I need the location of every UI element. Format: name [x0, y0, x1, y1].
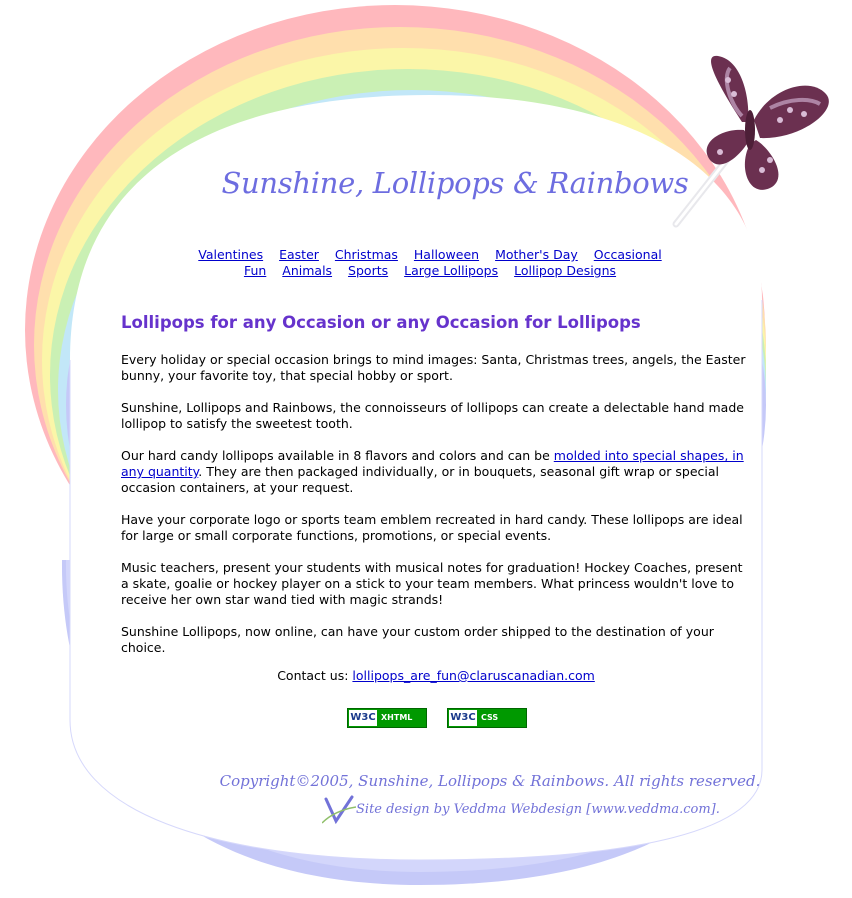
- paragraph-flavors: [121, 448, 751, 496]
- nav-link-animals[interactable]: Animals: [282, 263, 333, 278]
- paragraph-holidays: Every holiday or special occasion brings to mind images: Santa, Christmas trees, angels, the Easter bunny, your favorite toy, that special hobby or sport.: [121, 352, 746, 383]
- nav-link-occasional[interactable]: Occasional: [593, 247, 662, 262]
- site-title: Sunshine, Lollipops & Rainbows: [221, 166, 689, 200]
- nav-link-easter[interactable]: Easter: [279, 247, 319, 262]
- special-shapes-link[interactable]: molded into special shapes, in any quantity: [121, 448, 744, 479]
- paragraph-shipping: Sunshine Lollipops, now online, can have your custom order shipped to the destination of your choice.: [121, 624, 714, 655]
- nav-link-lollipop-designs[interactable]: Lollipop Designs: [514, 263, 617, 278]
- butterfly-lollipop-icon: [670, 48, 835, 233]
- nav-link-halloween[interactable]: Halloween: [413, 247, 480, 262]
- veddma-logo-icon: [322, 795, 356, 825]
- paragraph-connoisseurs: Sunshine, Lollipops and Rainbows, the connoisseurs of lollipops can create a delectable hand made lollipop to satisfy the sweetest tooth.: [121, 400, 744, 431]
- nav-link-christmas[interactable]: Christmas: [334, 247, 398, 262]
- w3c-xhtml-badge[interactable]: [347, 708, 427, 740]
- nav-link-fun[interactable]: Fun: [243, 263, 267, 278]
- contact-label: Contact us:: [277, 668, 353, 683]
- nav-link-large-lollipops[interactable]: Large Lollipops: [404, 263, 499, 278]
- paragraph-flavors-text-1: Our hard candy lollipops available in 8 flavors and colors and can be: [121, 448, 554, 463]
- css-badge-label: CSS: [481, 713, 499, 722]
- page-heading: Lollipops for any Occasion or any Occasion for Lollipops: [121, 313, 641, 332]
- contact-email-link[interactable]: lollipops_are_fun@claruscanadian.com: [352, 668, 595, 683]
- nav-link-valentines[interactable]: Valentines: [198, 247, 264, 262]
- paragraph-flavors-text-2: . They are then packaged individually, or in bouquets, seasonal gift wrap or special occasion containers, at your request.: [121, 464, 719, 495]
- w3c-css-badge[interactable]: [447, 708, 527, 728]
- paragraph-music-hockey: Music teachers, present your students with musical notes for graduation! Hockey Coaches, present a skate, goalie or hockey player on a stick to your team members. What princess wouldn't love to receive her own star wand tied with magic strands!: [121, 560, 743, 607]
- contact-line: [121, 668, 751, 684]
- validation-badges: [347, 708, 537, 740]
- site-design-credit: Site design by Veddma Webdesign [www.veddma.com].: [356, 802, 720, 817]
- main-navigation: [150, 247, 710, 279]
- nav-row-1: [150, 247, 710, 263]
- paragraph-corporate: Have your corporate logo or sports team emblem recreated in hard candy. These lollipops are ideal for large or small corporate functions, promotions, or special events.: [121, 512, 743, 543]
- nav-link-sports[interactable]: Sports: [348, 263, 389, 278]
- nav-row-2: [150, 263, 710, 279]
- copyright-notice: Copyright©2005, Sunshine, Lollipops & Rainbows. All rights reserved.: [219, 772, 761, 790]
- w3c-logo-icon: W3C: [349, 710, 377, 726]
- w3c-logo-icon: W3C: [449, 710, 477, 726]
- nav-link-mothers-day[interactable]: Mother's Day: [495, 247, 578, 262]
- main-content: [121, 312, 751, 700]
- xhtml-badge-label: XHTML 1.0: [381, 713, 413, 740]
